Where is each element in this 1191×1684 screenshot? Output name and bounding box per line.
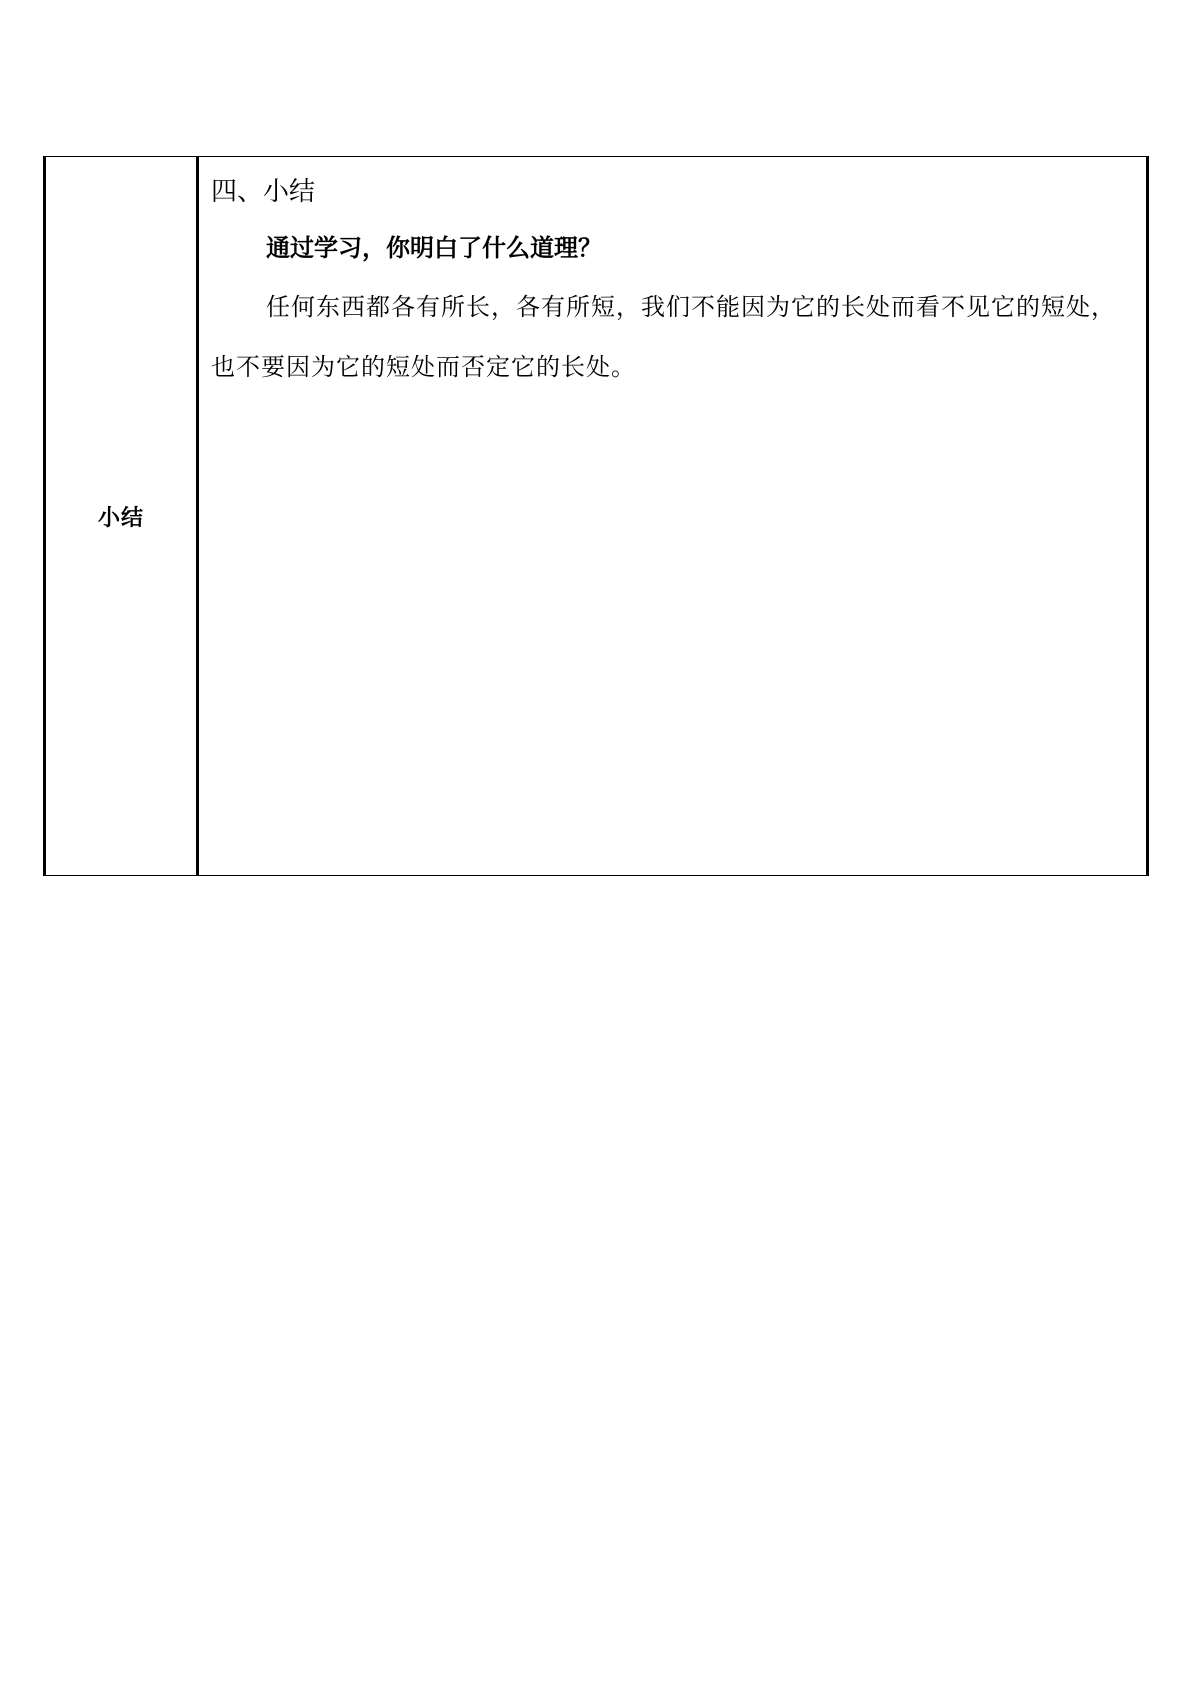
- lesson-table: [43, 156, 1149, 876]
- question-text: 通过学习，你明白了什么道理？: [266, 234, 602, 262]
- row-label: 小结: [97, 505, 144, 531]
- answer-text: 任何东西都各有所长，各有所短，我们不能因为它的长处而看不见它的短处，也不要因为它的短处而否定它的长处。: [211, 293, 1116, 381]
- content-cell: [199, 157, 1146, 875]
- row-label-cell: [46, 157, 199, 875]
- section-heading: 四、小结: [211, 177, 316, 207]
